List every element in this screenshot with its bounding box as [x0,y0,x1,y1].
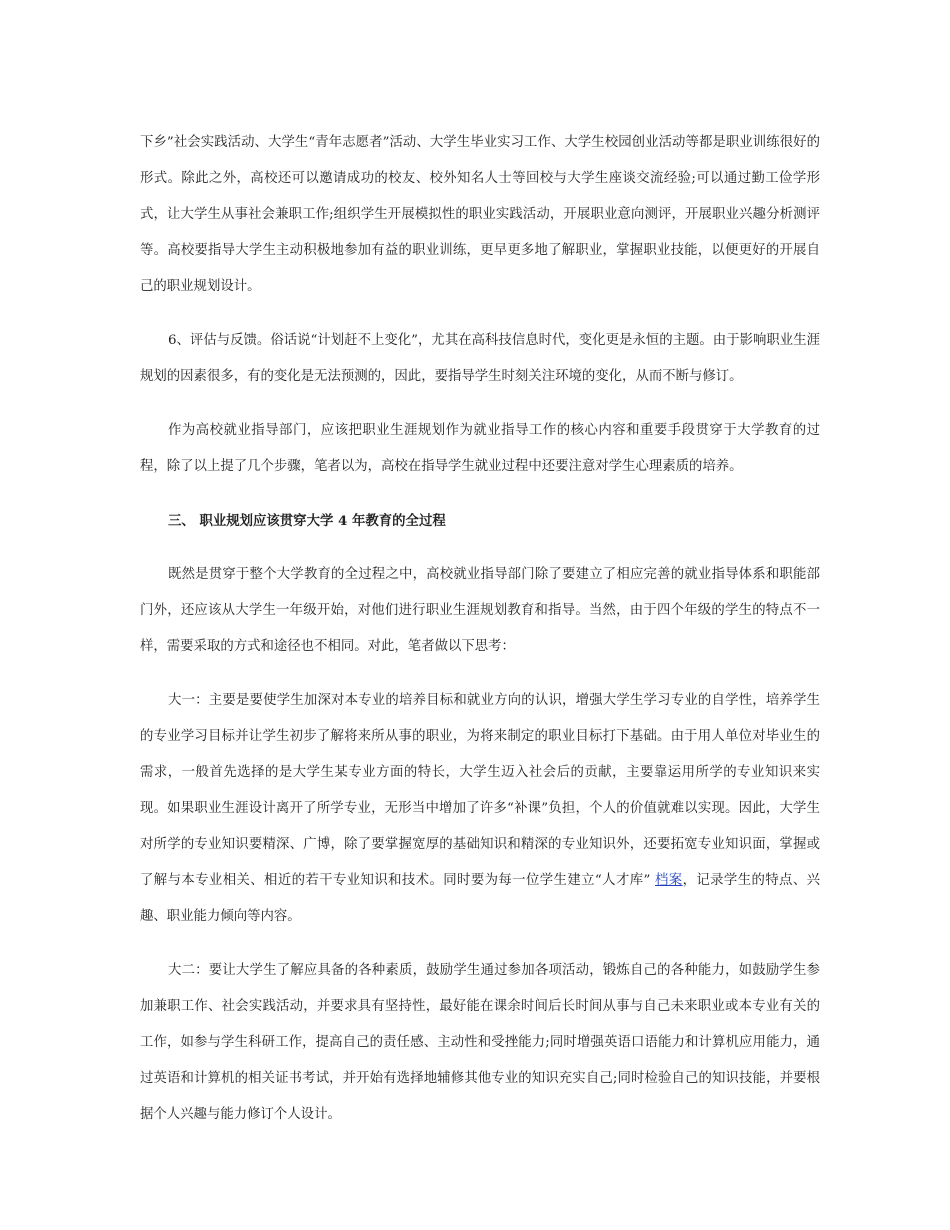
paragraph-whole-process: 既然是贯穿于整个大学教育的全过程之中，高校就业指导部门除了要建立了相应完善的就业指导体系和职能部门外，还应该从大学生一年级开始，对他们进行职业生涯规划教育和指导。当然，由于四个年级的学生的特点不一样，需要采取的方式和途径也不相同。对此，笔者做以下思考： [140,567,820,654]
paragraph-practice-activities: 下乡”社会实践活动、大学生“青年志愿者”活动、大学生毕业实习工作、大学生校园创业活动等都是职业训练很好的形式。除此之外，高校还可以邀请成功的校友、校外知名人士等回校与大学生座谈交流经验;可以通过勤工俭学形式，让大学生从事社会兼职工作;组织学生开展模拟性的职业实践活动，开展职业意向测评，开展职业兴趣分析测评等。高校要指导大学生主动积极地参加有益的职业训练，更早更多地了解职业，掌握职业技能，以便更好的开展自己的职业规划设计。 [140,135,820,294]
paragraph-evaluation-feedback: 6、评估与反馈。俗话说“计划赶不上变化”，尤其在高科技信息时代，变化更是永恒的主题。由于影响职业生涯规划的因素很多，有的变化是无法预测的，因此，要指导学生时刻关注环境的变化，从而不断与修订。 [140,333,820,384]
paragraph-sophomore-year: 大二：要让大学生了解应具备的各种素质，鼓励学生通过参加各项活动，锻炼自己的各种能力，如鼓励学生参加兼职工作、社会实践活动，并要求具有坚持性，最好能在课余时间后长时间从事与自己未来职业或本专业有关的工作，如参与学生科研工作，提高自己的责任感、主动性和受挫能力;同时增强英语口语能力和计算机应用能力，通过英语和计算机的相关证书考试，并开始有选择地辅修其他专业的知识充实自己;同时检验自己的知识技能，并要根据个人兴趣与能力修订个人设计。 [140,963,820,1122]
paragraph-freshman-year [140,683,820,935]
section-heading: 三、 职业规划应该贯穿大学 4 年教育的全过程 [168,513,446,529]
freshman-text-after-link: ，记录学生的特点、兴趣、职业能力倾向等内容。 [140,873,821,924]
archive-link[interactable]: 档案 [654,873,683,888]
freshman-text-before-link: 大一：主要是要使学生加深对本专业的培养目标和就业方向的认识，增强大学生学习专业的自学性，培养学生的专业学习目标并让学生初步了解将来所从事的职业，为将来制定的职业目标打下基础。由于用人单位对毕业生的需求，一般首先选择的是大学生某专业方面的特长，大学生迈入社会后的贡献，主要靠运用所学的专业知识来实现。如果职业生涯设计离开了所学专业，无形当中增加了许多“补课”负担，个人的价值就难以实现。因此，大学生对所学的专业知识要精深、广博，除了要掌握宽厚的基础知识和精深的专业知识外，还要拓宽专业知识面，掌握或了解与本专业相关、相近的若干专业知识和技术。同时要为每一位学生建立“人才库” [140,693,820,888]
document-body [140,125,820,1151]
paragraph-employment-guidance: 作为高校就业指导部门，应该把职业生涯规划作为就业指导工作的核心内容和重要手段贯穿于大学教育的过程，除了以上提了几个步骤，笔者以为，高校在指导学生就业过程中还要注意对学生心理素质的培养。 [140,423,820,474]
